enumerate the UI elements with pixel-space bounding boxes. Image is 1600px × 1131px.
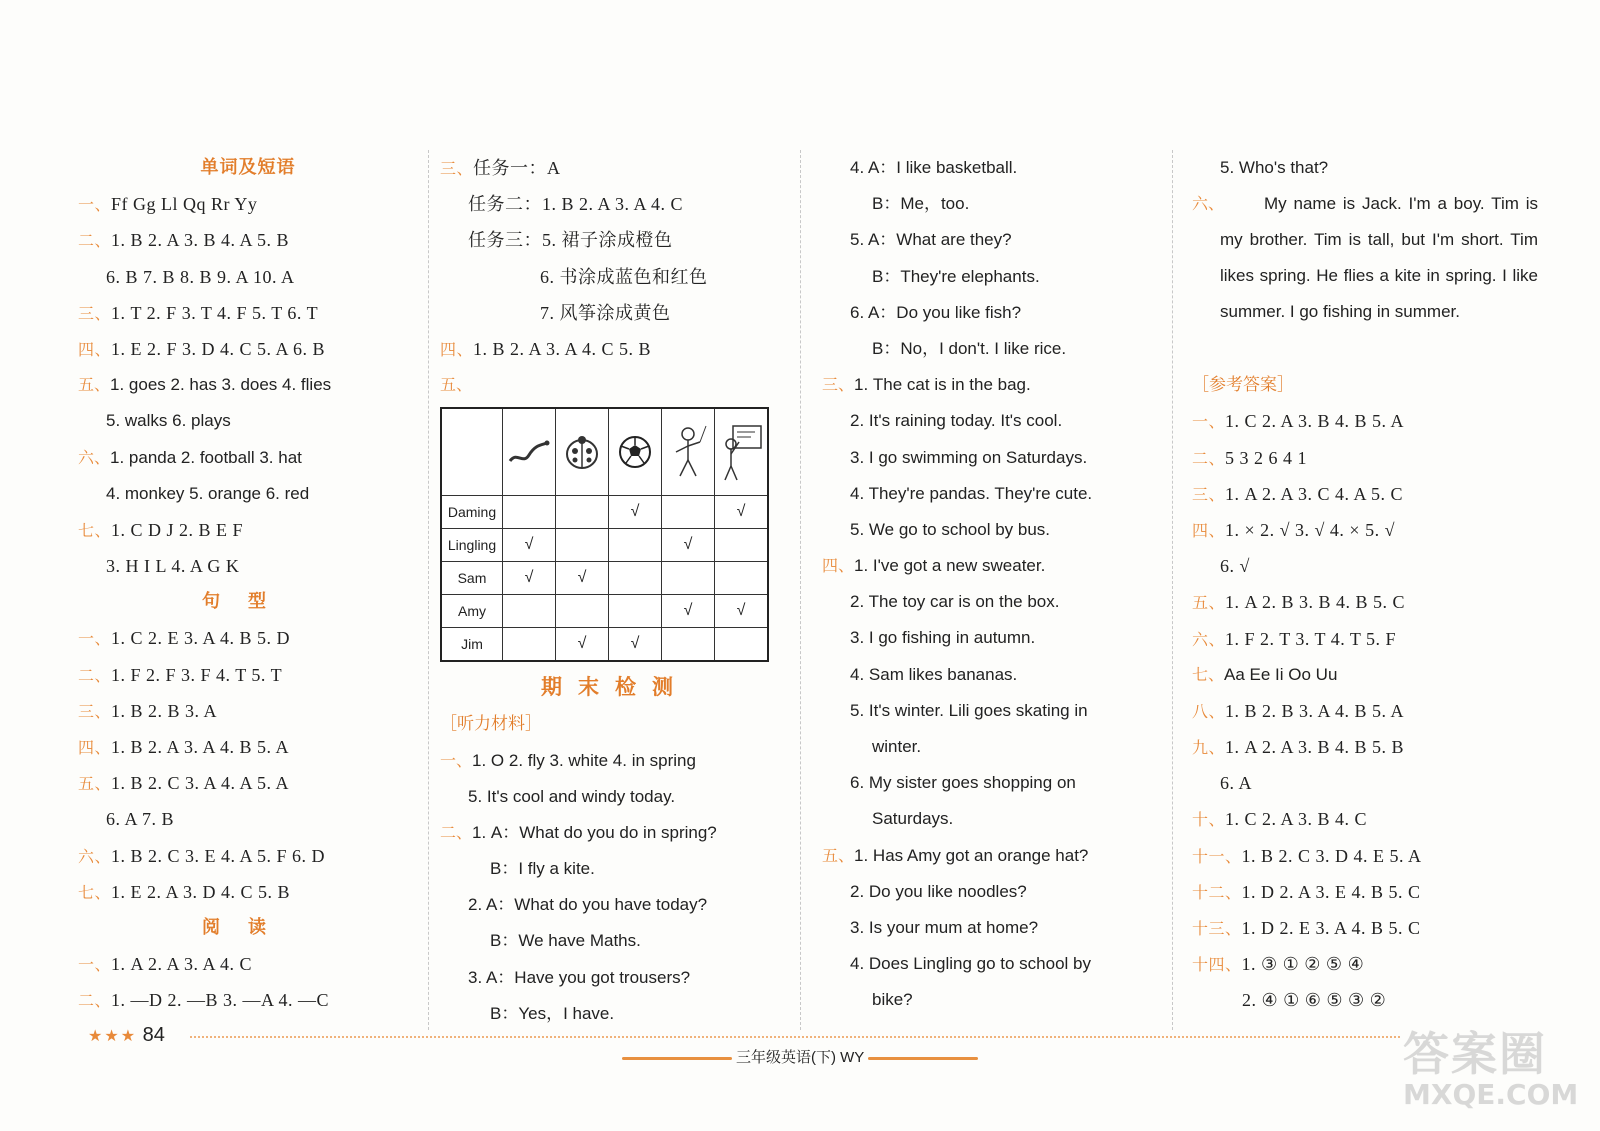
answer-line: 五、1. A 2. B 3. B 4. B 5. C	[1192, 592, 1406, 613]
table-cell	[715, 628, 769, 662]
answer-line: 6. B 7. B 8. B 9. A 10. A	[106, 266, 295, 287]
table-cell: √	[503, 529, 556, 562]
table-cell	[503, 628, 556, 662]
answer-line: 4. Sam likes bananas.	[850, 664, 1018, 684]
answer-line: 十三、1. D 2. E 3. A 4. B 5. C	[1192, 918, 1421, 938]
answer-line: 5. A：What are they?	[850, 230, 1012, 250]
table-cell	[609, 529, 662, 562]
answer-line: 2. Do you like noodles?	[850, 881, 1027, 901]
answer-line: 一、1. C 2. E 3. A 4. B 5. D	[78, 628, 291, 649]
answer-line: 七、Aa Ee Ii Oo Uu	[1192, 664, 1338, 684]
answer-line: 任务三：5. 裙子涂成橙色	[468, 230, 673, 251]
teacher-board-icon	[715, 408, 769, 496]
table-cell	[715, 562, 769, 595]
answer-line: 4. monkey 5. orange 6. red	[106, 483, 310, 503]
answer-line: 一、1. C 2. A 3. B 4. B 5. A	[1192, 411, 1405, 432]
answer-line: B：Yes，I have.	[490, 1003, 615, 1023]
column-3	[822, 150, 1172, 1019]
answer-line: 十、1. C 2. A 3. B 4. C	[1192, 809, 1368, 830]
column-divider	[1172, 150, 1173, 1030]
stars-icon: ★★★	[88, 1028, 138, 1045]
answer-line: 4. A：I like basketball.	[850, 158, 1018, 177]
table-row-name: Sam	[441, 562, 503, 595]
column-divider	[800, 150, 801, 1030]
watermark-logo	[1403, 1018, 1578, 1118]
table-row-name: Jim	[441, 628, 503, 662]
answer-line: 5. Who's that?	[1220, 158, 1329, 177]
table-cell: √	[609, 628, 662, 662]
column-divider	[428, 150, 429, 1030]
watermark-url: MXQE.COM	[1403, 1078, 1579, 1111]
answer-line: 六、1. B 2. C 3. E 4. A 5. F 6. D	[78, 845, 326, 866]
section-title-reading: 阅读	[202, 916, 294, 938]
answer-line: 二、1. F 2. F 3. F 4. T 5. T	[78, 664, 283, 685]
answer-line: 七、1. E 2. A 3. D 4. C 5. B	[78, 881, 291, 902]
answer-line: 三、1. A 2. A 3. C 4. A 5. C	[1192, 483, 1404, 504]
table-cell	[503, 595, 556, 628]
answer-line: 二、1. B 2. A 3. B 4. A 5. B	[78, 230, 290, 251]
answer-line: 6. A：Do you like fish?	[850, 302, 1022, 322]
table-cell	[715, 529, 769, 562]
answer-line: 四、1. E 2. F 3. D 4. C 5. A 6. B	[78, 338, 326, 359]
answer-line: 2. It's raining today. It's cool.	[850, 411, 1063, 431]
answer-line: 6. √	[1220, 556, 1250, 577]
answer-line: 6. 书涂成蓝色和红色	[540, 266, 708, 287]
section-title-final-test: 期末检测	[541, 675, 689, 700]
football-icon	[609, 408, 662, 496]
answer-line: 三、1. T 2. F 3. T 4. F 5. T 6. T	[78, 302, 319, 323]
table-cell	[503, 496, 556, 529]
section-label-listening: ［听力材料］	[440, 714, 542, 735]
answer-line: 四、1. B 2. A 3. A 4. B 5. A	[78, 737, 290, 757]
paragraph-block	[1192, 186, 1552, 367]
table-cell	[609, 562, 662, 595]
table-cell: √	[715, 496, 769, 529]
table-header-row	[441, 408, 768, 496]
table-cell	[662, 628, 715, 662]
table-row	[441, 496, 768, 529]
answer-line: 七、1. C D J 2. B E F	[78, 519, 244, 540]
footer-divider	[190, 1036, 1400, 1038]
table-cell	[662, 496, 715, 529]
section-title-vocabulary: 单词及短语	[200, 157, 296, 178]
table-cell	[662, 562, 715, 595]
answer-line: 任务二：1. B 2. A 3. A 4. C	[468, 194, 684, 215]
answer-line: 三、任务一：A	[440, 158, 561, 178]
answer-line: 6. A	[1220, 773, 1253, 794]
answer-line: 一、Ff Gg Ll Qq Rr Yy	[78, 194, 258, 215]
answer-line: 4. Does Lingling go to school by	[850, 954, 1091, 974]
table-row	[441, 628, 768, 662]
table-row-name: Lingling	[441, 529, 503, 562]
answer-line: 六、1. panda 2. football 3. hat	[78, 447, 302, 467]
answer-line: 二、1. A：What do you do in spring?	[440, 822, 717, 842]
answer-line: 7. 风筝涂成黄色	[540, 302, 671, 323]
answer-line: Saturdays.	[872, 809, 954, 829]
answer-line: 5. walks 6. plays	[106, 411, 231, 431]
answer-line: 一、1. A 2. A 3. A 4. C	[78, 954, 253, 975]
answer-line: 八、1. B 2. B 3. A 4. B 5. A	[1192, 700, 1405, 721]
answer-line: 十二、1. D 2. A 3. E 4. B 5. C	[1192, 881, 1421, 902]
answer-line: bike?	[872, 990, 913, 1010]
table-row	[441, 595, 768, 628]
table-cell: √	[662, 529, 715, 562]
answer-line: 五、1. B 2. C 3. A 4. A 5. A	[78, 773, 290, 794]
answer-line: B：Me，too.	[872, 194, 970, 214]
answer-line: 十一、1. B 2. C 3. D 4. E 5. A	[1192, 845, 1422, 866]
table-cell: √	[715, 595, 769, 628]
book-title: 三年级英语(下)	[735, 1049, 836, 1066]
answer-line: 五、	[440, 375, 473, 395]
answer-line: 六、1. F 2. T 3. T 4. T 5. F	[1192, 628, 1397, 649]
answer-line: 五、1. Has Amy got an orange hat?	[822, 845, 1089, 865]
matching-table	[440, 407, 769, 662]
fishing-boy-icon	[662, 408, 715, 496]
answer-line: 3. I go fishing in autumn.	[850, 628, 1036, 648]
column-1	[78, 150, 418, 1019]
answer-line: 四、1. B 2. A 3. A 4. C 5. B	[440, 338, 652, 359]
answer-line: 3. A：Have you got trousers?	[468, 967, 691, 987]
page-footer-center	[590, 1046, 1010, 1067]
column-4	[1192, 150, 1552, 1019]
page-footer-left	[88, 1024, 165, 1047]
answer-line: 4. They're pandas. They're cute.	[850, 483, 1093, 503]
watermark-text: 答案圈	[1403, 1027, 1547, 1081]
answer-line: 6. My sister goes shopping on	[850, 773, 1076, 793]
answer-line: 2. A：What do you have today?	[468, 895, 708, 915]
answer-line: winter.	[872, 737, 922, 756]
answer-line: 5. It's cool and windy today.	[468, 786, 676, 806]
page-number: 84	[142, 1024, 165, 1046]
table-cell: √	[556, 628, 609, 662]
answer-line: 2. ④ ① ⑥ ⑤ ③ ②	[1242, 990, 1387, 1011]
answer-line: B：We have Maths.	[490, 931, 641, 951]
snake-icon	[503, 408, 556, 496]
table-row-name: Daming	[441, 496, 503, 529]
answer-line: 十四、1. ③ ① ② ⑤ ④	[1192, 954, 1365, 975]
answer-line: 5. We go to school by bus.	[850, 519, 1051, 539]
table-cell: √	[556, 562, 609, 595]
answer-line: 2. The toy car is on the box.	[850, 592, 1060, 612]
table-cell: √	[662, 595, 715, 628]
section-number: 六、	[1192, 194, 1225, 214]
answer-line: 3. Is your mum at home?	[850, 917, 1039, 937]
answer-line: 三、1. B 2. B 3. A	[78, 700, 218, 721]
edition-label: WY	[840, 1049, 865, 1066]
answer-line: 五、1. goes 2. has 3. does 4. flies	[78, 375, 332, 395]
answer-line: 3. H I L 4. A G K	[106, 556, 240, 577]
answer-line: 九、1. A 2. A 3. B 4. B 5. B	[1192, 737, 1405, 758]
answer-line: 四、1. I've got a new sweater.	[822, 556, 1046, 576]
answer-line: 三、1. The cat is in the bag.	[822, 375, 1031, 395]
answer-line: 二、5 3 2 6 4 1	[1192, 447, 1308, 468]
answer-line: B：No，I don't. I like rice.	[872, 338, 1067, 358]
table-corner-cell	[441, 408, 503, 496]
section-label-answers: ［参考答案］	[1192, 375, 1294, 396]
answer-line: B：They're elephants.	[872, 266, 1040, 286]
answer-line: B：I fly a kite.	[490, 859, 595, 879]
table-row	[441, 562, 768, 595]
table-row-name: Amy	[441, 595, 503, 628]
listening-paragraph: My name is Jack. I'm a boy. Tim is my brother. Tim is tall, but I'm short. Tim likes spring. He flies a kite in spring. I like summer. I go fishing in summer.	[1220, 194, 1538, 322]
column-2	[440, 150, 790, 1032]
answer-line: 一、1. O 2. fly 3. white 4. in spring	[440, 750, 696, 770]
table-cell	[556, 595, 609, 628]
answer-line: 5. It's winter. Lili goes skating in	[850, 700, 1088, 720]
table-cell	[556, 529, 609, 562]
answer-line: 6. A 7. B	[106, 809, 175, 830]
table-cell	[556, 496, 609, 529]
footer-bar-decoration	[868, 1057, 978, 1060]
section-title-sentence: 句型	[202, 591, 294, 613]
table-row	[441, 529, 768, 562]
table-cell: √	[503, 562, 556, 595]
answer-line: 二、1. —D 2. —B 3. —A 4. —C	[78, 990, 330, 1011]
table-cell: √	[609, 496, 662, 529]
table-cell	[609, 595, 662, 628]
ladybug-icon	[556, 408, 609, 496]
answer-line: 四、1. × 2. √ 3. √ 4. × 5. √	[1192, 519, 1395, 540]
footer-bar-decoration	[622, 1057, 732, 1060]
answer-line: 3. I go swimming on Saturdays.	[850, 447, 1088, 467]
